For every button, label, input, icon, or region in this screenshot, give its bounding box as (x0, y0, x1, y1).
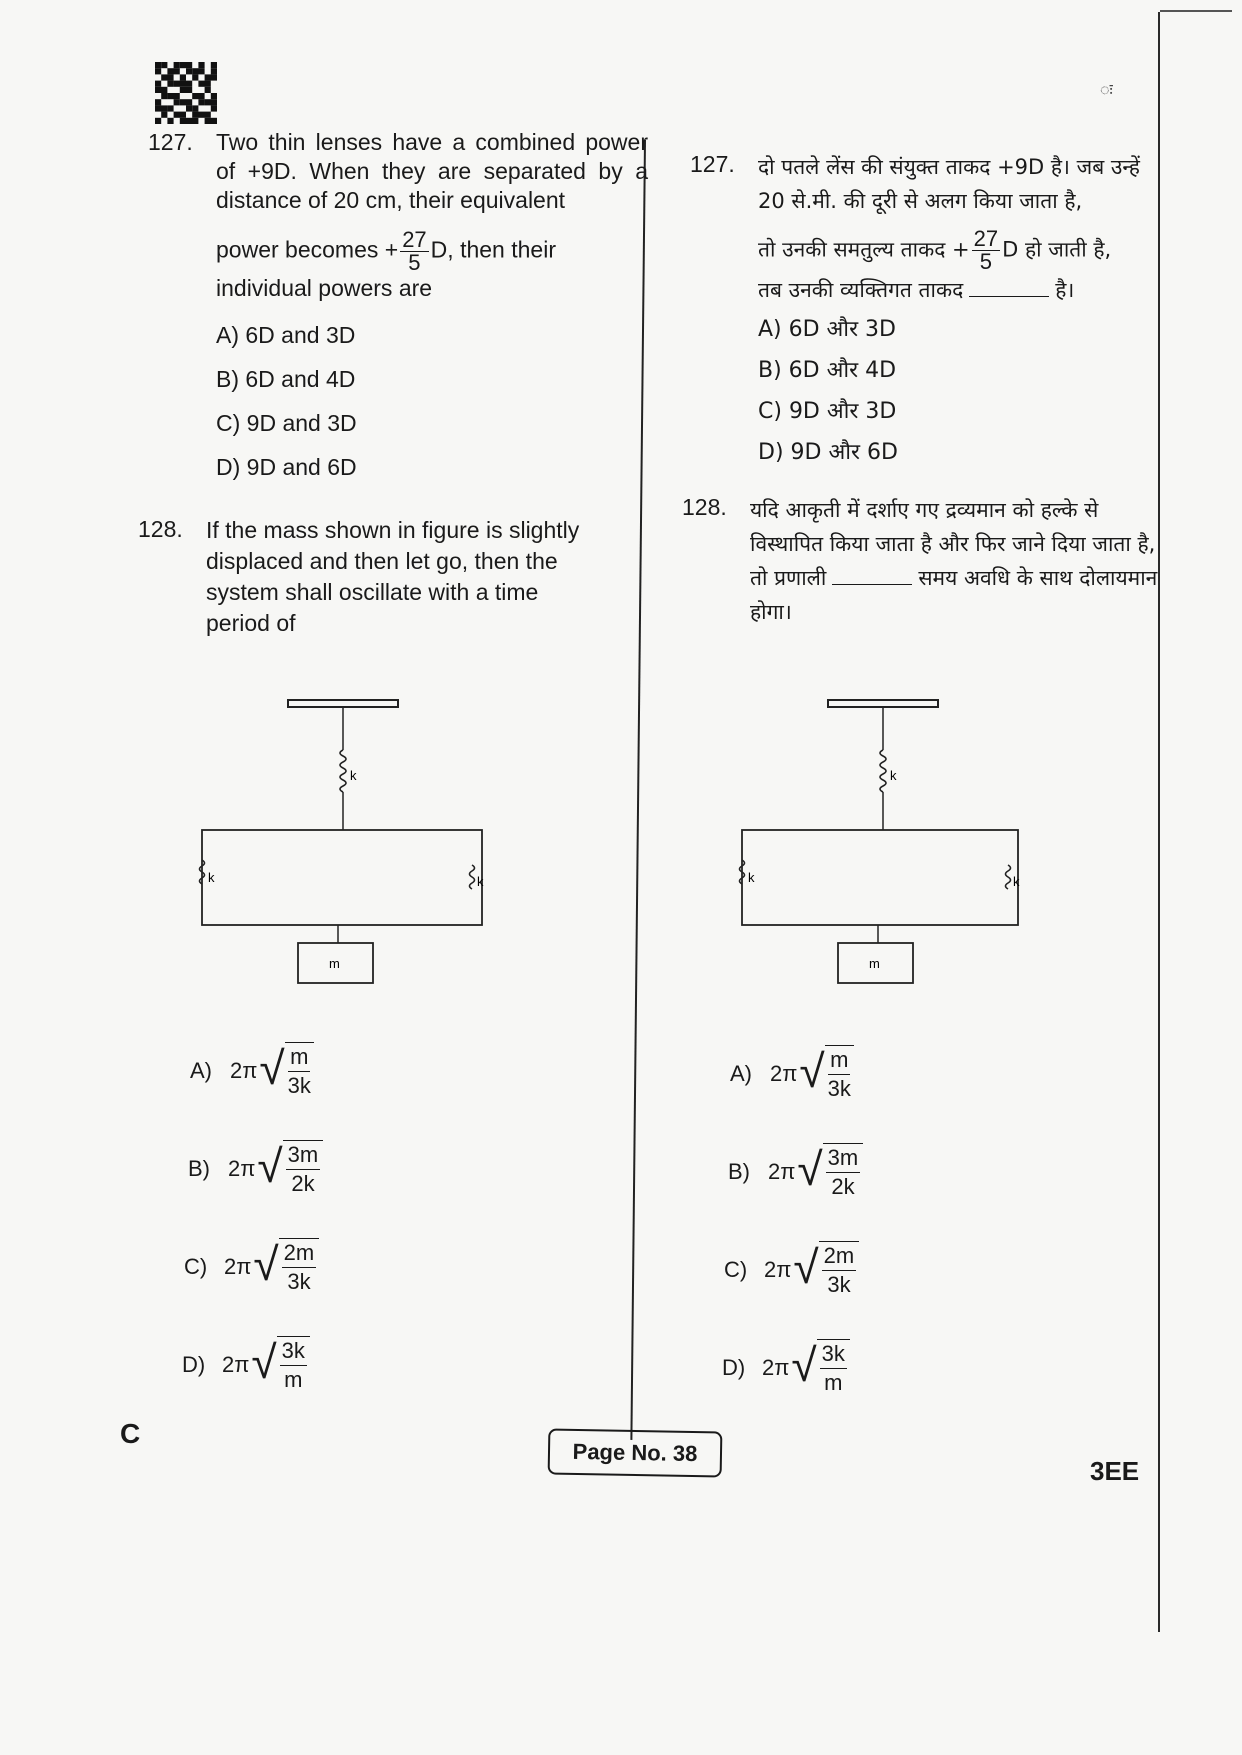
booklet-code: 3EE (1090, 1456, 1140, 1486)
page-number-box: Page No. 38 (548, 1428, 723, 1477)
denominator: 3k (287, 1269, 311, 1294)
answer-d-en[interactable] (182, 1336, 310, 1394)
text-fragment: तो उनकी समतुल्य ताकद (758, 237, 946, 262)
numerator: m (288, 1043, 310, 1072)
answer-letter: A) (190, 1058, 212, 1083)
fraction-numerator: 27 (402, 227, 427, 252)
answer-blank (832, 584, 912, 585)
radical-icon: √ (251, 1336, 277, 1388)
question-text-line3 (758, 273, 1160, 307)
english-column (138, 128, 648, 639)
numerator: 3m (286, 1141, 321, 1170)
spring-right (1006, 865, 1011, 889)
two-pi: 2π (222, 1352, 250, 1377)
radicand (285, 1042, 314, 1100)
radicand (819, 1241, 860, 1299)
unit: D (430, 236, 448, 263)
answer-b-en[interactable] (188, 1140, 323, 1198)
question-text (750, 493, 1160, 629)
question-text-line2 (758, 228, 1160, 273)
stray-mark: ः (1100, 82, 1113, 99)
option-b[interactable]: B) 6D और 4D (758, 358, 897, 383)
radical-icon: √ (791, 1339, 817, 1391)
mass-label: m (869, 956, 880, 971)
question-text-line1: दो पतले लेंस की संयुक्त ताकद +9D है। जब उन्हें 20 से.मी. की दूरी से अलग किया जाता है, (758, 155, 1140, 213)
qr-code-icon (155, 62, 217, 124)
question-number: 127. (690, 151, 735, 177)
text-fragment: , then their individual powers are (216, 236, 556, 301)
answer-letter: C) (184, 1254, 208, 1279)
two-pi: 2π (224, 1254, 252, 1279)
set-letter: C (120, 1418, 141, 1449)
text-fragment: power becomes (216, 236, 379, 263)
answer-a-hi[interactable] (730, 1045, 854, 1103)
numerator: 2m (282, 1239, 317, 1268)
two-pi: 2π (768, 1159, 796, 1184)
spring-left-label: k (748, 870, 755, 885)
spring-top (340, 750, 346, 792)
answer-letter: A) (730, 1061, 752, 1086)
text-fragment: तब उनकी व्यक्तिगत ताकद (758, 278, 964, 302)
fraction-numerator: 27 (973, 226, 999, 251)
mass-label: m (329, 956, 340, 971)
two-pi: 2π (764, 1257, 792, 1282)
frame (742, 830, 1018, 925)
radical-icon: √ (797, 1143, 823, 1195)
spring-mass-figure-hi (730, 700, 1020, 990)
square-root (791, 1339, 850, 1397)
two-pi: 2π (228, 1156, 256, 1181)
question-127-hi (690, 150, 1160, 473)
option-b[interactable]: B) 6D and 4D (216, 366, 356, 392)
square-root (799, 1045, 854, 1103)
denominator: 3k (827, 1076, 851, 1101)
option-d[interactable]: D) 9D और 6D (758, 440, 898, 465)
numerator: 2m (822, 1242, 857, 1271)
numerator: 3k (280, 1337, 307, 1366)
sign: + (952, 237, 970, 262)
question-text-line2 (216, 229, 648, 303)
two-pi: 2π (230, 1058, 258, 1083)
two-pi: 2π (762, 1355, 790, 1380)
unit: D (1002, 237, 1019, 262)
answer-c-hi[interactable] (724, 1241, 859, 1299)
option-a[interactable]: A) 6D और 3D (758, 317, 896, 342)
text-fragment: यदि आकृती में दर्शाए गए द्रव्यमान को हल्के से विस्थापित किया जाता है और फिर जाने दिया जाता है, तो प्रणाली (750, 498, 1156, 590)
fraction (400, 229, 428, 274)
answer-letter: C) (724, 1257, 748, 1282)
answer-letter: D) (182, 1352, 206, 1377)
options-list (758, 309, 1160, 473)
question-127-en (148, 128, 648, 489)
spring-top (880, 750, 886, 792)
radical-icon: √ (793, 1241, 819, 1293)
radicand (283, 1140, 324, 1198)
question-number: 128. (682, 494, 727, 520)
answer-letter: B) (728, 1159, 750, 1184)
spring-mass-figure-en (190, 700, 484, 990)
square-root (253, 1238, 319, 1296)
question-text (216, 128, 648, 303)
radicand (825, 1045, 854, 1103)
fraction-denominator: 5 (408, 250, 421, 275)
sign: + (384, 236, 399, 263)
radicand (277, 1336, 310, 1394)
radicand (817, 1339, 850, 1397)
answer-d-hi[interactable] (722, 1339, 850, 1397)
options-list (216, 313, 648, 489)
square-root (797, 1143, 863, 1201)
radical-icon: √ (257, 1140, 283, 1192)
denominator: 2k (831, 1174, 855, 1199)
radical-icon: √ (259, 1042, 285, 1094)
numerator: 3k (820, 1340, 847, 1369)
square-root (793, 1241, 859, 1299)
text-fragment: हो जाती है, (1025, 237, 1112, 262)
answer-letter: B) (188, 1156, 210, 1181)
answer-letter: D) (722, 1355, 746, 1380)
two-pi: 2π (770, 1061, 798, 1086)
option-d[interactable]: D) 9D and 6D (216, 454, 357, 480)
spring-top-label: k (350, 768, 357, 783)
spring-left-label: k (208, 870, 215, 885)
answer-c-en[interactable] (184, 1238, 319, 1296)
answer-blank (969, 296, 1049, 297)
question-text: If the mass shown in figure is slightly displaced and then let go, then the system shall oscillate with a time period of (206, 517, 580, 636)
fraction-denominator: 5 (979, 249, 993, 274)
denominator: m (284, 1367, 303, 1392)
option-a[interactable]: A) 6D and 3D (216, 322, 356, 348)
square-root (251, 1336, 310, 1394)
numerator: 3m (826, 1144, 861, 1173)
text-fragment: है। (1055, 278, 1075, 302)
question-number: 128. (138, 516, 183, 542)
spring-right (470, 865, 475, 889)
radicand (279, 1238, 320, 1296)
question-text-line1: Two thin lenses have a combined power of +9D. When they are separated by a distance of 20 cm, their equivalent (216, 129, 648, 213)
answer-a-en[interactable] (190, 1042, 314, 1100)
spring-top-label: k (890, 768, 897, 783)
option-c[interactable]: C) 9D and 3D (216, 410, 357, 436)
spring-right-label: k (477, 874, 484, 889)
denominator: m (824, 1370, 843, 1395)
radical-icon: √ (253, 1238, 279, 1290)
page-edge-top (1160, 10, 1232, 12)
spring-right-label: k (1013, 874, 1020, 889)
fraction (972, 228, 1000, 273)
denominator: 2k (291, 1171, 315, 1196)
text-fragment: समय अवधि के साथ दोलायमान होगा। (750, 566, 1158, 624)
question-text (758, 150, 1160, 307)
square-root (259, 1042, 314, 1100)
frame (202, 830, 482, 925)
hindi-column (682, 150, 1160, 629)
denominator: 3k (287, 1073, 311, 1098)
radical-icon: √ (799, 1045, 825, 1097)
numerator: m (828, 1046, 850, 1075)
option-c[interactable]: C) 9D और 3D (758, 399, 897, 424)
question-number: 127. (148, 129, 193, 155)
radicand (823, 1143, 864, 1201)
square-root (257, 1140, 323, 1198)
question-128-hi (682, 493, 1160, 629)
denominator: 3k (827, 1272, 851, 1297)
answer-b-hi[interactable] (728, 1143, 863, 1201)
question-128-en (138, 515, 648, 639)
